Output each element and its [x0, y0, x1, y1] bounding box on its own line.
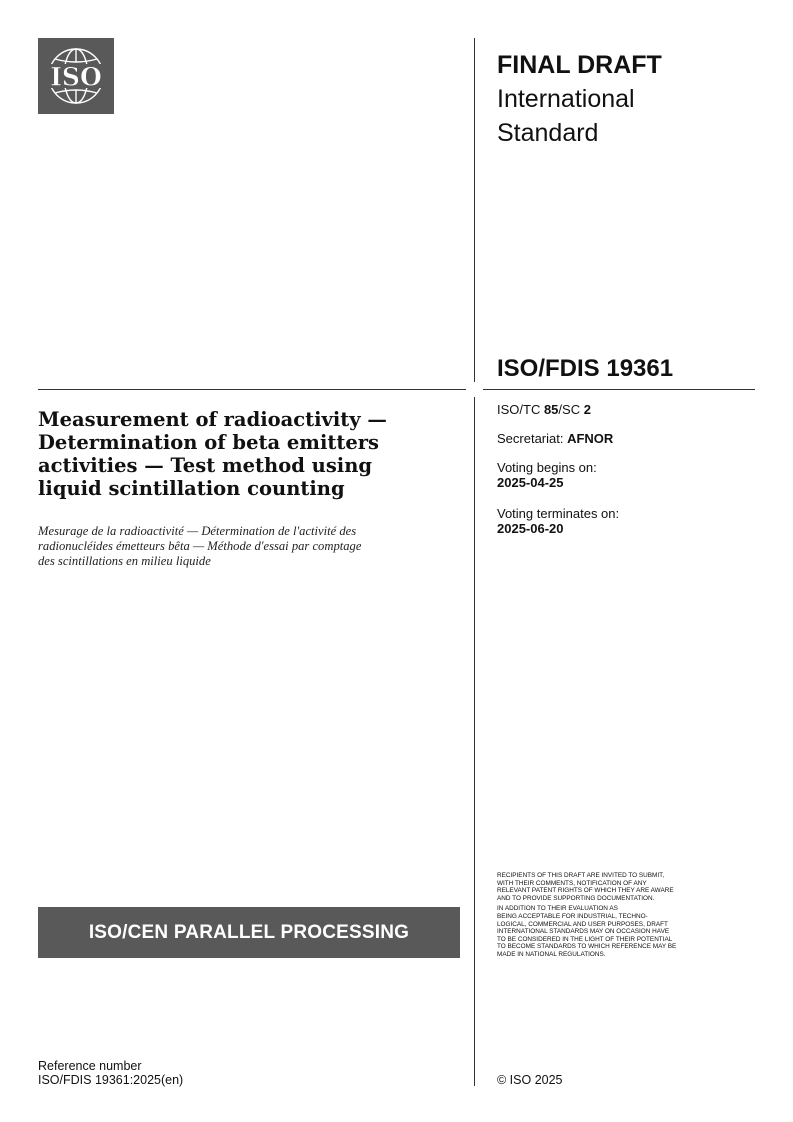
title-fr-line: radionucléides émetteurs bêta — Méthode d'essai par comptage [38, 539, 362, 553]
committee-sep: /SC [558, 402, 584, 417]
notice-line: AND TO PROVIDE SUPPORTING DOCUMENTATION. [497, 894, 655, 902]
notice-line: TO BECOME STANDARDS TO WHICH REFERENCE MAY BE [497, 943, 677, 951]
voting-begins-date: 2025-04-25 [497, 475, 564, 490]
reference-number [38, 1059, 183, 1087]
reference-value: ISO/FDIS 19361:2025(en) [38, 1073, 184, 1087]
notice-line: IN ADDITION TO THEIR EVALUATION AS [497, 905, 618, 913]
document-stage [497, 48, 757, 150]
committee-prefix: ISO/TC [497, 402, 544, 417]
voting-begins [497, 460, 597, 490]
stage-type-line2: Standard [497, 119, 599, 147]
notice-line: RELEVANT PATENT RIGHTS OF WHICH THEY ARE AWARE [497, 887, 674, 895]
committee-tc: 85 [543, 402, 559, 417]
secretariat-label: Secretariat: [497, 431, 568, 446]
notice-line: RECIPIENTS OF THIS DRAFT ARE INVITED TO SUBMIT, [497, 872, 665, 879]
voting-terminates-date: 2025-06-20 [497, 521, 564, 536]
stage-type-line1: International [497, 85, 635, 113]
title-english [38, 408, 438, 500]
horizontal-divider-left [38, 389, 466, 390]
logo-text: ISO [50, 62, 102, 92]
voting-begins-label: Voting begins on: [497, 460, 597, 475]
committee-sc: 2 [583, 402, 591, 417]
title-en-line: activities — Test method using [38, 454, 373, 477]
secretariat-value: AFNOR [567, 431, 614, 446]
vertical-divider-bottom [474, 397, 475, 1086]
title-en-line: Measurement of radioactivity — [38, 408, 387, 431]
parallel-processing-label: ISO/CEN PARALLEL PROCESSING [88, 921, 410, 943]
notice-paragraph-2 [497, 905, 747, 958]
notice-line: BEING ACCEPTABLE FOR INDUSTRIAL, TECHNO- [497, 912, 648, 920]
copyright: © ISO 2025 [497, 1073, 563, 1087]
notice-paragraph-1 [497, 872, 747, 902]
committee [497, 402, 591, 417]
title-en-line: liquid scintillation counting [38, 477, 345, 500]
parallel-processing-banner [38, 907, 460, 958]
voting-terminates-label: Voting terminates on: [497, 506, 620, 521]
recipients-notice [497, 872, 747, 962]
stage-label: FINAL DRAFT [497, 51, 662, 79]
horizontal-divider-right [483, 389, 755, 390]
notice-line: LOGICAL, COMMERCIAL AND USER PURPOSES, DRAFT [497, 920, 668, 928]
notice-line: TO BE CONSIDERED IN THE LIGHT OF THEIR POTENTIAL [497, 935, 673, 943]
vertical-divider-top [474, 38, 475, 382]
title-french [38, 524, 458, 569]
iso-logo [38, 38, 114, 114]
standard-number: ISO/FDIS 19361 [497, 355, 674, 382]
globe-icon [38, 38, 114, 114]
title-en-line: Determination of beta emitters [38, 431, 380, 454]
secretariat [497, 431, 613, 446]
voting-terminates [497, 506, 619, 536]
notice-line: INTERNATIONAL STANDARDS MAY ON OCCASION HAVE [497, 928, 670, 936]
title-fr-line: Mesurage de la radioactivité — Détermination de l'activité des [38, 524, 357, 538]
reference-label: Reference number [38, 1059, 142, 1073]
notice-line: MADE IN NATIONAL REGULATIONS. [497, 950, 606, 958]
notice-line: WITH THEIR COMMENTS, NOTIFICATION OF ANY [497, 879, 647, 887]
title-fr-line: des scintillations en milieu liquide [38, 554, 211, 568]
